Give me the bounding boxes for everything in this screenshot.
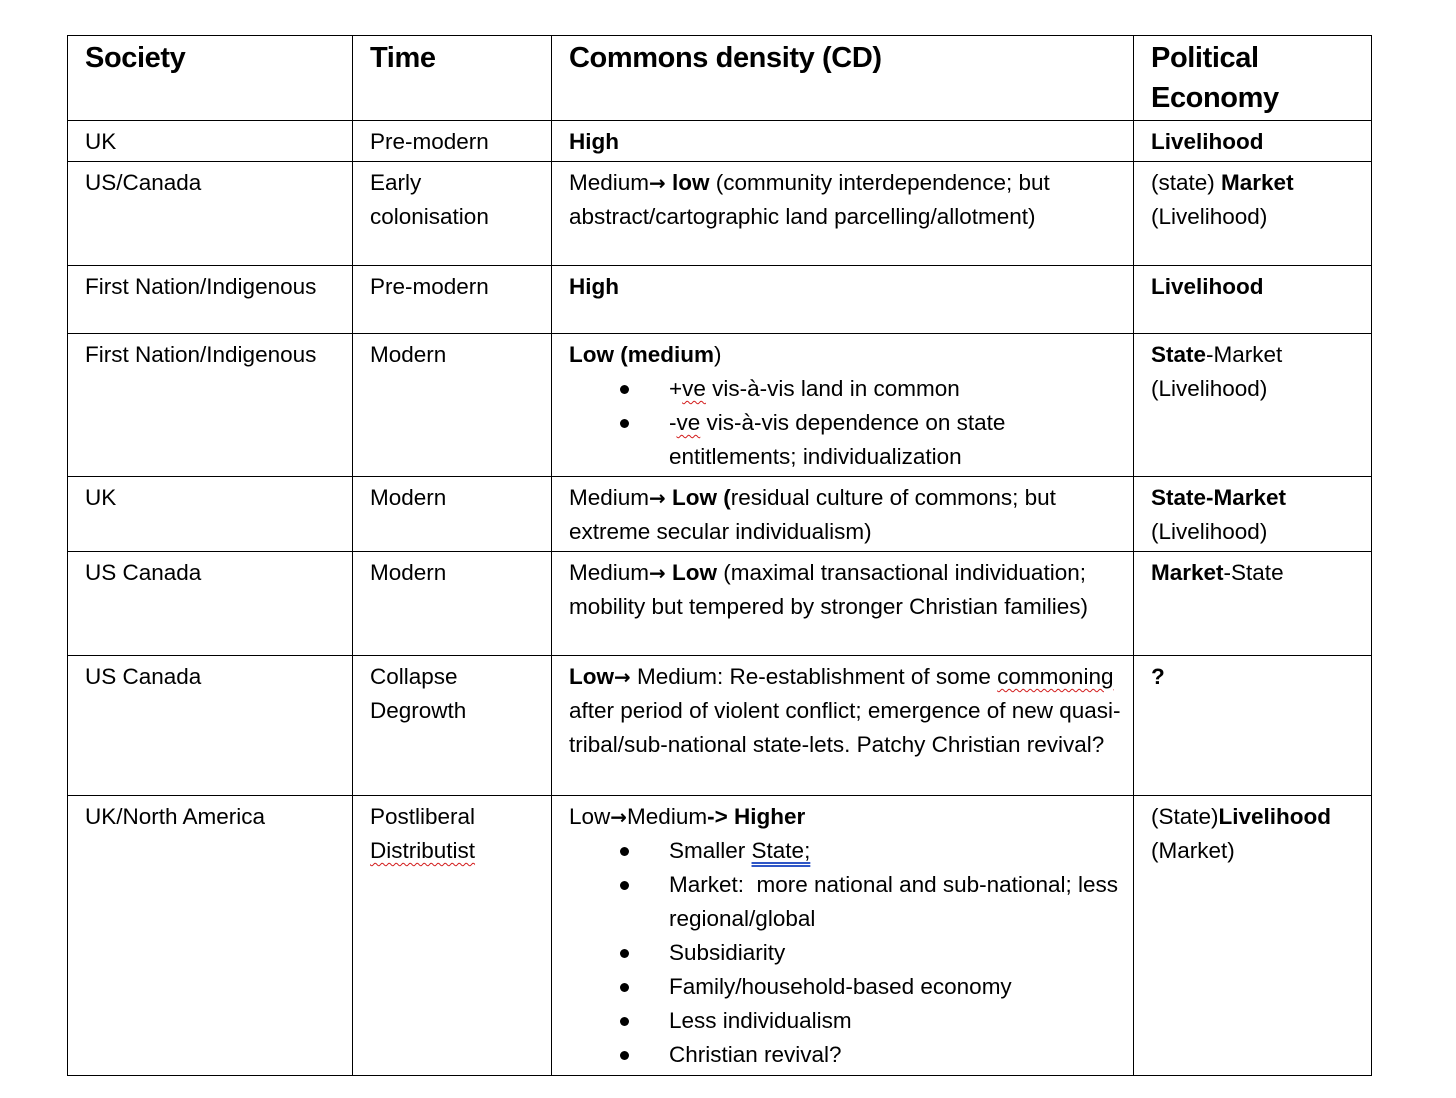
commons-density-cell bbox=[552, 477, 1134, 552]
society-text: US Canada bbox=[85, 560, 202, 585]
political-economy-text: Market bbox=[1221, 170, 1294, 195]
commons-density-text: Medium bbox=[569, 560, 650, 585]
society-cell bbox=[68, 656, 353, 796]
political-economy-line bbox=[1151, 125, 1361, 159]
political-economy-line bbox=[1151, 800, 1361, 834]
political-economy-line bbox=[1151, 834, 1361, 868]
header-cell-time bbox=[353, 36, 552, 121]
list-item bbox=[569, 834, 1123, 868]
commons-density-cell bbox=[552, 552, 1134, 656]
commons-density-text: low bbox=[665, 170, 710, 195]
header-cell-commons-density bbox=[552, 36, 1134, 121]
political-economy-text: (state) bbox=[1151, 170, 1222, 195]
list-item-text: ve bbox=[682, 376, 706, 401]
commons-density-line bbox=[569, 800, 1123, 834]
list-item bbox=[569, 1038, 1123, 1072]
time-cell bbox=[353, 656, 552, 796]
header-commons-density: Commons density (CD) bbox=[569, 42, 882, 74]
commons-density-line bbox=[569, 125, 1123, 159]
society-cell bbox=[68, 162, 353, 266]
table-row bbox=[68, 477, 1372, 552]
time-line bbox=[370, 481, 541, 515]
bullet-list bbox=[569, 834, 1123, 1072]
time-cell bbox=[353, 477, 552, 552]
time-line bbox=[370, 166, 541, 234]
arrow-icon: → bbox=[649, 561, 666, 585]
list-item-text: Less individualism bbox=[669, 1008, 852, 1033]
commons-density-line bbox=[569, 556, 1123, 624]
time-cell bbox=[353, 334, 552, 477]
society-text: UK bbox=[85, 129, 117, 154]
commons-density-text: after period of violent conflict; emergence of new quasi-tribal/sub-national state-lets. Patchy Christian revival? bbox=[569, 664, 1121, 757]
list-item bbox=[569, 1004, 1123, 1038]
political-economy-text: (Market) bbox=[1151, 838, 1235, 863]
political-economy-text: State-Market bbox=[1151, 485, 1287, 510]
commons-density-cell bbox=[552, 121, 1134, 162]
political-economy-text: -Market bbox=[1206, 342, 1283, 367]
header-political-economy: Political Economy bbox=[1151, 42, 1279, 114]
political-economy-line bbox=[1151, 372, 1361, 406]
society-text: US Canada bbox=[85, 664, 202, 689]
time-text: Modern bbox=[370, 560, 447, 585]
society-text: First Nation/Indigenous bbox=[85, 342, 317, 367]
arrow-icon: → bbox=[649, 171, 666, 195]
commons-density-text: residual culture of commons; but extreme secular individualism) bbox=[569, 485, 1063, 544]
political-economy-text: State bbox=[1151, 342, 1207, 367]
commons-density-text: commoning bbox=[997, 664, 1114, 689]
commons-density-line bbox=[569, 166, 1123, 234]
table-row bbox=[68, 266, 1372, 334]
political-economy-text: (Livelihood) bbox=[1151, 376, 1268, 401]
header-cell-society bbox=[68, 36, 353, 121]
society-text: UK/North America bbox=[85, 804, 266, 829]
political-economy-line bbox=[1151, 515, 1361, 549]
time-line bbox=[370, 834, 541, 868]
table-row bbox=[68, 796, 1372, 1076]
list-item-text: - bbox=[669, 410, 677, 435]
political-economy-line bbox=[1151, 481, 1361, 515]
society-cell bbox=[68, 334, 353, 477]
political-economy-cell bbox=[1134, 796, 1372, 1076]
list-item-text: State; bbox=[751, 838, 811, 863]
political-economy-cell bbox=[1134, 266, 1372, 334]
table-row bbox=[68, 656, 1372, 796]
table-row bbox=[68, 121, 1372, 162]
commons-density-cell bbox=[552, 162, 1134, 266]
arrow-icon: → bbox=[614, 665, 631, 689]
list-item-text: vis-à-vis land in common bbox=[705, 376, 960, 401]
time-line bbox=[370, 556, 541, 590]
time-line bbox=[370, 338, 541, 372]
table-row bbox=[68, 334, 1372, 477]
political-economy-cell bbox=[1134, 552, 1372, 656]
time-line bbox=[370, 660, 541, 694]
commons-density-text: Medium bbox=[569, 485, 650, 510]
list-item bbox=[569, 372, 1123, 406]
header-row bbox=[68, 36, 1372, 121]
commons-density-text: -> Higher bbox=[707, 804, 806, 829]
list-item-text: ve bbox=[676, 410, 701, 435]
political-economy-line bbox=[1151, 556, 1361, 590]
commons-density-text: Medium bbox=[569, 170, 650, 195]
table-row bbox=[68, 162, 1372, 266]
list-item-text: Christian revival? bbox=[669, 1042, 842, 1067]
political-economy-text: Livelihood bbox=[1218, 804, 1332, 829]
commons-density-line bbox=[569, 338, 1123, 372]
commons-density-text: ) bbox=[714, 342, 722, 367]
political-economy-line bbox=[1151, 338, 1361, 372]
comparison-table bbox=[67, 35, 1372, 1076]
list-item-text: vis-à-vis dependence on state entitlements; individualization bbox=[669, 410, 1012, 469]
time-line bbox=[370, 800, 541, 834]
table-row bbox=[68, 552, 1372, 656]
commons-density-line bbox=[569, 660, 1123, 762]
time-line bbox=[370, 694, 541, 728]
commons-density-cell bbox=[552, 656, 1134, 796]
list-item-text: + bbox=[669, 376, 683, 401]
table-body bbox=[68, 36, 1372, 1076]
commons-density-text: (maximal transactional individuation; mobility but tempered by stronger Christian families) bbox=[569, 560, 1093, 619]
list-item bbox=[569, 936, 1123, 970]
society-text: First Nation/Indigenous bbox=[85, 274, 317, 299]
political-economy-line bbox=[1151, 660, 1361, 694]
time-line bbox=[370, 270, 541, 304]
political-economy-text: ? bbox=[1151, 664, 1165, 689]
commons-density-text: Low bbox=[569, 664, 614, 689]
commons-density-text: Low ( bbox=[665, 485, 731, 510]
header-society: Society bbox=[85, 42, 186, 74]
society-cell bbox=[68, 121, 353, 162]
list-item-text: Market: more national and sub-national; less regional/global bbox=[669, 872, 1125, 931]
commons-density-text: Low bbox=[569, 804, 611, 829]
commons-density-text: Low bbox=[665, 560, 718, 585]
political-economy-line bbox=[1151, 270, 1361, 304]
commons-density-cell bbox=[552, 266, 1134, 334]
political-economy-cell bbox=[1134, 121, 1372, 162]
time-text: Early colonisation bbox=[370, 170, 489, 229]
time-text: Distributist bbox=[370, 838, 476, 863]
political-economy-line bbox=[1151, 166, 1361, 200]
time-text: Pre-modern bbox=[370, 129, 489, 154]
bullet-list bbox=[569, 372, 1123, 474]
society-cell bbox=[68, 477, 353, 552]
header-cell-political-economy bbox=[1134, 36, 1372, 121]
list-item bbox=[569, 970, 1123, 1004]
society-cell bbox=[68, 796, 353, 1076]
commons-density-line bbox=[569, 481, 1123, 549]
political-economy-text: (State) bbox=[1151, 804, 1219, 829]
society-text: US/Canada bbox=[85, 170, 202, 195]
list-item bbox=[569, 868, 1123, 936]
list-item-text: Subsidiarity bbox=[669, 940, 786, 965]
time-text: Collapse bbox=[370, 664, 458, 689]
time-cell bbox=[353, 266, 552, 334]
political-economy-text: (Livelihood) bbox=[1151, 519, 1268, 544]
commons-density-line bbox=[569, 270, 1123, 304]
political-economy-text: Livelihood bbox=[1151, 274, 1264, 299]
society-cell bbox=[68, 266, 353, 334]
list-item-text: Family/household-based economy bbox=[669, 974, 1012, 999]
political-economy-text: -State bbox=[1223, 560, 1284, 585]
commons-density-cell bbox=[552, 334, 1134, 477]
society-text: UK bbox=[85, 485, 117, 510]
political-economy-text: Market bbox=[1151, 560, 1224, 585]
political-economy-cell bbox=[1134, 162, 1372, 266]
political-economy-line bbox=[1151, 200, 1361, 234]
political-economy-cell bbox=[1134, 477, 1372, 552]
commons-density-text: Low (medium bbox=[569, 342, 714, 367]
header-time: Time bbox=[370, 42, 436, 74]
commons-density-text: Medium bbox=[627, 804, 708, 829]
time-line bbox=[370, 125, 541, 159]
time-text: Degrowth bbox=[370, 698, 467, 723]
time-cell bbox=[353, 552, 552, 656]
commons-density-text: High bbox=[569, 129, 619, 154]
time-cell bbox=[353, 121, 552, 162]
political-economy-cell bbox=[1134, 656, 1372, 796]
political-economy-cell bbox=[1134, 334, 1372, 477]
commons-density-cell bbox=[552, 796, 1134, 1076]
time-text: Postliberal bbox=[370, 804, 476, 829]
list-item bbox=[569, 406, 1123, 474]
political-economy-text: Livelihood bbox=[1151, 129, 1264, 154]
time-cell bbox=[353, 162, 552, 266]
political-economy-text: (Livelihood) bbox=[1151, 204, 1268, 229]
time-text: Modern bbox=[370, 342, 447, 367]
time-text: Pre-modern bbox=[370, 274, 489, 299]
society-cell bbox=[68, 552, 353, 656]
list-item-text: Smaller bbox=[669, 838, 752, 863]
arrow-icon: → bbox=[610, 805, 628, 829]
commons-density-text: Medium: Re-establishment of some bbox=[630, 664, 998, 689]
time-text: Modern bbox=[370, 485, 447, 510]
arrow-icon: → bbox=[649, 486, 666, 510]
commons-density-text: High bbox=[569, 274, 619, 299]
time-cell bbox=[353, 796, 552, 1076]
commons-density-text: (community interdependence; but abstract/cartographic land parcelling/allotment) bbox=[569, 170, 1057, 229]
